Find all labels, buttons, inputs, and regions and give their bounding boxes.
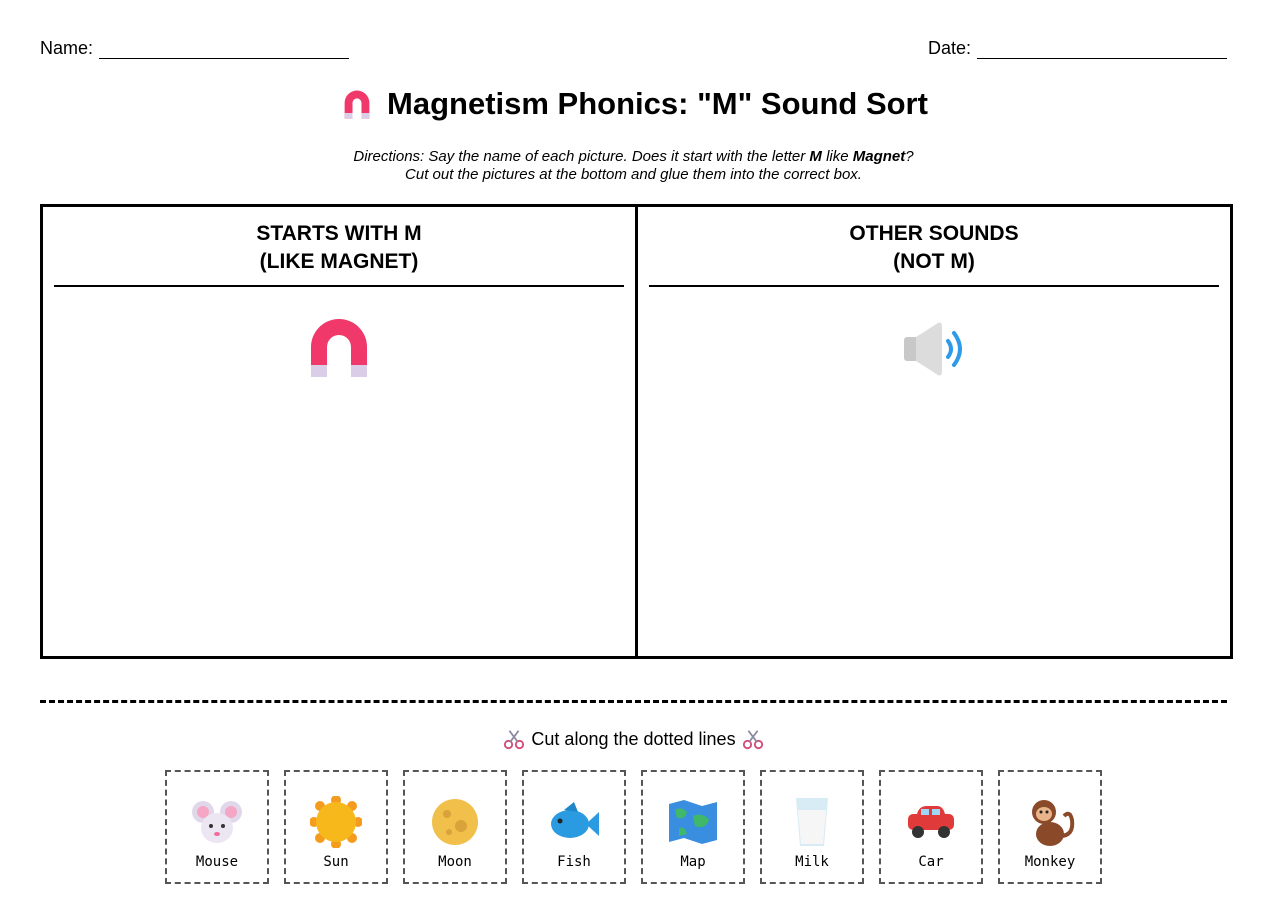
cut-instruction	[0, 728, 1267, 750]
speaker-icon	[902, 317, 966, 381]
directions-line-2: Cut out the pictures at the bottom and glue them into the correct box.	[405, 166, 862, 183]
card-mouse[interactable]	[165, 770, 269, 884]
header-row	[40, 38, 1227, 60]
card-label: Fish	[557, 854, 591, 870]
directions-letter: M	[809, 148, 822, 165]
column-header: OTHER SOUNDS (NOT M)	[849, 222, 1019, 273]
column-other-sounds	[638, 207, 1230, 656]
milk-icon	[786, 796, 838, 848]
column-divider	[649, 285, 1219, 287]
card-label: Mouse	[195, 854, 239, 870]
date-field[interactable]	[928, 38, 1227, 59]
card-label: Moon	[438, 854, 472, 870]
cut-instruction-text: Cut along the dotted lines	[531, 728, 736, 749]
magnet-icon	[307, 317, 371, 381]
cut-line	[40, 700, 1227, 703]
cutout-cards	[165, 770, 1102, 884]
map-icon	[667, 796, 719, 848]
column-divider	[54, 285, 624, 287]
name-field[interactable]	[40, 38, 349, 59]
card-label: Monkey	[1024, 854, 1076, 870]
card-label: Map	[680, 854, 706, 870]
card-monkey[interactable]	[998, 770, 1102, 884]
directions-line-1: Directions: Say the name of each picture. Does it start with the letter M like Magnet?	[353, 148, 914, 165]
name-line[interactable]	[99, 41, 349, 59]
directions-word: Magnet	[852, 148, 906, 165]
column-starts-with-m	[43, 207, 638, 656]
card-moon[interactable]	[403, 770, 507, 884]
directions	[0, 148, 1267, 184]
page-title	[0, 86, 1267, 122]
card-label: Milk	[795, 854, 829, 870]
card-milk[interactable]	[760, 770, 864, 884]
card-label: Sun	[323, 854, 349, 870]
scissors-icon	[742, 728, 764, 750]
scissors-icon	[503, 728, 525, 750]
date-line[interactable]	[977, 41, 1227, 59]
sort-table	[40, 204, 1233, 659]
car-icon	[905, 796, 957, 848]
name-label: Name:	[40, 38, 94, 58]
date-label: Date:	[927, 38, 971, 58]
monkey-icon	[1024, 796, 1076, 848]
moon-icon	[429, 796, 481, 848]
card-car[interactable]	[879, 770, 983, 884]
card-label: Car	[918, 854, 944, 870]
fish-icon	[548, 796, 600, 848]
card-sun[interactable]	[284, 770, 388, 884]
sun-icon	[310, 796, 362, 848]
mouse-icon	[191, 796, 243, 848]
column-header: STARTS WITH M (LIKE MAGNET)	[256, 222, 422, 273]
card-map[interactable]	[641, 770, 745, 884]
magnet-icon	[339, 86, 375, 122]
card-fish[interactable]	[522, 770, 626, 884]
title-text: Magnetism Phonics: "M" Sound Sort	[387, 86, 928, 121]
